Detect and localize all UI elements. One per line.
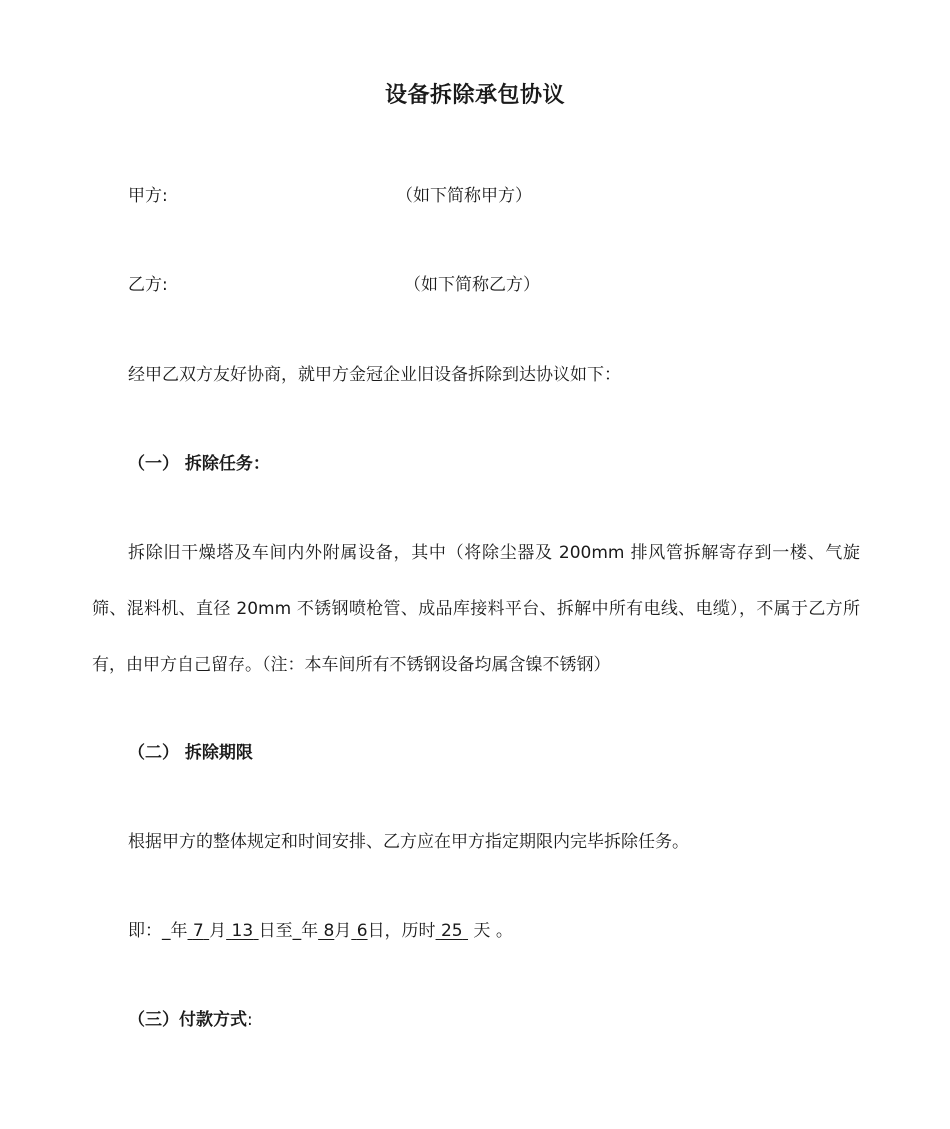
period-day-1-value: 13 [231, 921, 254, 941]
section-2-heading: （二） 拆除期限 [128, 743, 253, 763]
period-day-1-label: 日至 [258, 921, 293, 941]
period-day-2-value: 6 [356, 921, 368, 941]
period-blank-2: _ [292, 921, 302, 941]
section-1-heading: （一） 拆除任务： [128, 454, 270, 474]
section-2-body: 根据甲方的整体规定和时间安排、乙方应在甲方指定期限内完毕拆除任务。 [128, 832, 689, 852]
period-days-label: 天 [473, 921, 491, 941]
period-line [128, 919, 513, 943]
period-prefix: 即： [128, 921, 162, 941]
period-end: 。 [495, 921, 513, 941]
period-year-1: 年 [170, 921, 188, 941]
period-day-2-label: 日，历时 [367, 921, 436, 941]
period-year-2: 年 [301, 921, 319, 941]
document-title: 设备拆除承包协议 [384, 83, 565, 108]
section-3-heading-suffix: : [247, 1010, 253, 1030]
period-blank-1: _ [162, 921, 171, 941]
intro-paragraph: 经甲乙双方友好协商，就甲方金冠企业旧设备拆除到达协议如下： [128, 365, 621, 385]
section-3-heading-line [128, 1008, 253, 1032]
party-a-note: （如下简称甲方） [396, 186, 532, 206]
party-b-label: 乙方: [128, 275, 168, 295]
section-3-heading: （三）付款方式 [128, 1010, 247, 1030]
section-1-body: 拆除旧干燥塔及车间内外附属设备，其中（将除尘器及 200mm 排风管拆解寄存到一楼、气旋筛、混料机、直径 20mm 不锈钢喷枪管、成品库接料平台、拆解中所有电线、电缆），不属于乙方所有，由甲方自己留存。（注：本车间所有不锈钢设备均属含镍不锈钢） [92, 543, 860, 675]
period-month-2-label: 月 [334, 921, 352, 941]
period-days-value: 25 [440, 921, 463, 941]
party-b-note: （如下简称乙方） [404, 275, 540, 295]
period-month-2-value: 8 [323, 921, 335, 941]
period-month-1-label: 月 [209, 921, 227, 941]
period-month-1-value: 7 [192, 921, 204, 941]
party-a-label: 甲方: [128, 186, 168, 206]
